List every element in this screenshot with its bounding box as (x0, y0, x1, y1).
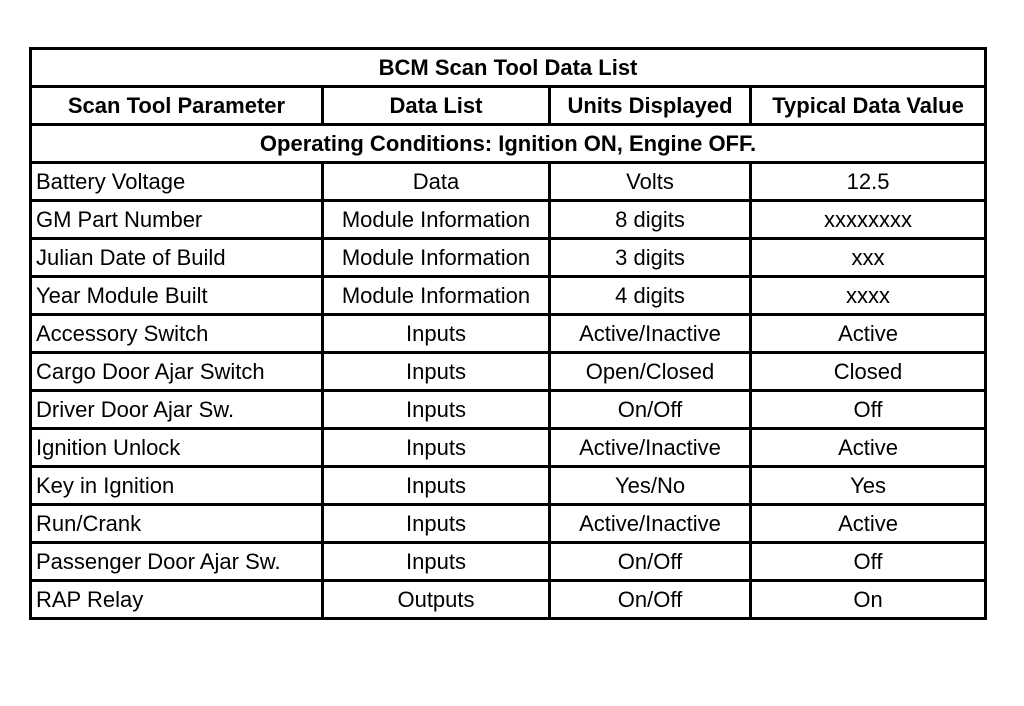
data-list-cell: Outputs (323, 581, 550, 619)
units-cell: Yes/No (550, 467, 751, 505)
parameter-cell: Passenger Door Ajar Sw. (31, 543, 323, 581)
parameter-cell: Ignition Unlock (31, 429, 323, 467)
data-list-cell: Inputs (323, 467, 550, 505)
table-row (31, 277, 986, 315)
units-cell: On/Off (550, 543, 751, 581)
units-cell: 8 digits (550, 201, 751, 239)
units-cell: On/Off (550, 391, 751, 429)
typical-value-cell: Off (751, 543, 986, 581)
typical-value-cell: Active (751, 505, 986, 543)
units-cell: 4 digits (550, 277, 751, 315)
data-list-cell: Inputs (323, 429, 550, 467)
units-cell: Open/Closed (550, 353, 751, 391)
units-cell: Active/Inactive (550, 505, 751, 543)
typical-value-cell: Active (751, 429, 986, 467)
typical-value-cell: Active (751, 315, 986, 353)
units-cell: Active/Inactive (550, 315, 751, 353)
typical-value-cell: On (751, 581, 986, 619)
header-row (31, 87, 986, 125)
units-cell: Active/Inactive (550, 429, 751, 467)
typical-value-cell: xxx (751, 239, 986, 277)
parameter-cell: Julian Date of Build (31, 239, 323, 277)
data-list-cell: Inputs (323, 543, 550, 581)
units-cell: 3 digits (550, 239, 751, 277)
data-list-cell: Module Information (323, 277, 550, 315)
parameter-cell: RAP Relay (31, 581, 323, 619)
data-list-cell: Inputs (323, 505, 550, 543)
header-typical-value: Typical Data Value (751, 87, 986, 125)
data-list-cell: Inputs (323, 353, 550, 391)
parameter-cell: GM Part Number (31, 201, 323, 239)
scan-tool-data-table (29, 47, 987, 620)
typical-value-cell: Closed (751, 353, 986, 391)
typical-value-cell: xxxxxxxx (751, 201, 986, 239)
header-data-list: Data List (323, 87, 550, 125)
units-cell: Volts (550, 163, 751, 201)
typical-value-cell: xxxx (751, 277, 986, 315)
table-row (31, 543, 986, 581)
table-row (31, 581, 986, 619)
parameter-cell: Battery Voltage (31, 163, 323, 201)
parameter-cell: Accessory Switch (31, 315, 323, 353)
typical-value-cell: Yes (751, 467, 986, 505)
operating-conditions: Operating Conditions: Ignition ON, Engine OFF. (31, 125, 986, 163)
parameter-cell: Driver Door Ajar Sw. (31, 391, 323, 429)
parameter-cell: Key in Ignition (31, 467, 323, 505)
parameter-cell: Run/Crank (31, 505, 323, 543)
data-list-cell: Inputs (323, 391, 550, 429)
data-list-cell: Data (323, 163, 550, 201)
table-row (31, 315, 986, 353)
parameter-cell: Cargo Door Ajar Switch (31, 353, 323, 391)
typical-value-cell: 12.5 (751, 163, 986, 201)
table-row (31, 391, 986, 429)
title-row (31, 49, 986, 87)
header-parameter: Scan Tool Parameter (31, 87, 323, 125)
data-list-cell: Module Information (323, 239, 550, 277)
table-title: BCM Scan Tool Data List (31, 49, 986, 87)
data-list-cell: Inputs (323, 315, 550, 353)
table-row (31, 201, 986, 239)
table-row (31, 353, 986, 391)
conditions-row (31, 125, 986, 163)
typical-value-cell: Off (751, 391, 986, 429)
table-row (31, 467, 986, 505)
table-row (31, 239, 986, 277)
data-list-cell: Module Information (323, 201, 550, 239)
table-row (31, 505, 986, 543)
header-units: Units Displayed (550, 87, 751, 125)
parameter-cell: Year Module Built (31, 277, 323, 315)
units-cell: On/Off (550, 581, 751, 619)
table-row (31, 163, 986, 201)
table-row (31, 429, 986, 467)
